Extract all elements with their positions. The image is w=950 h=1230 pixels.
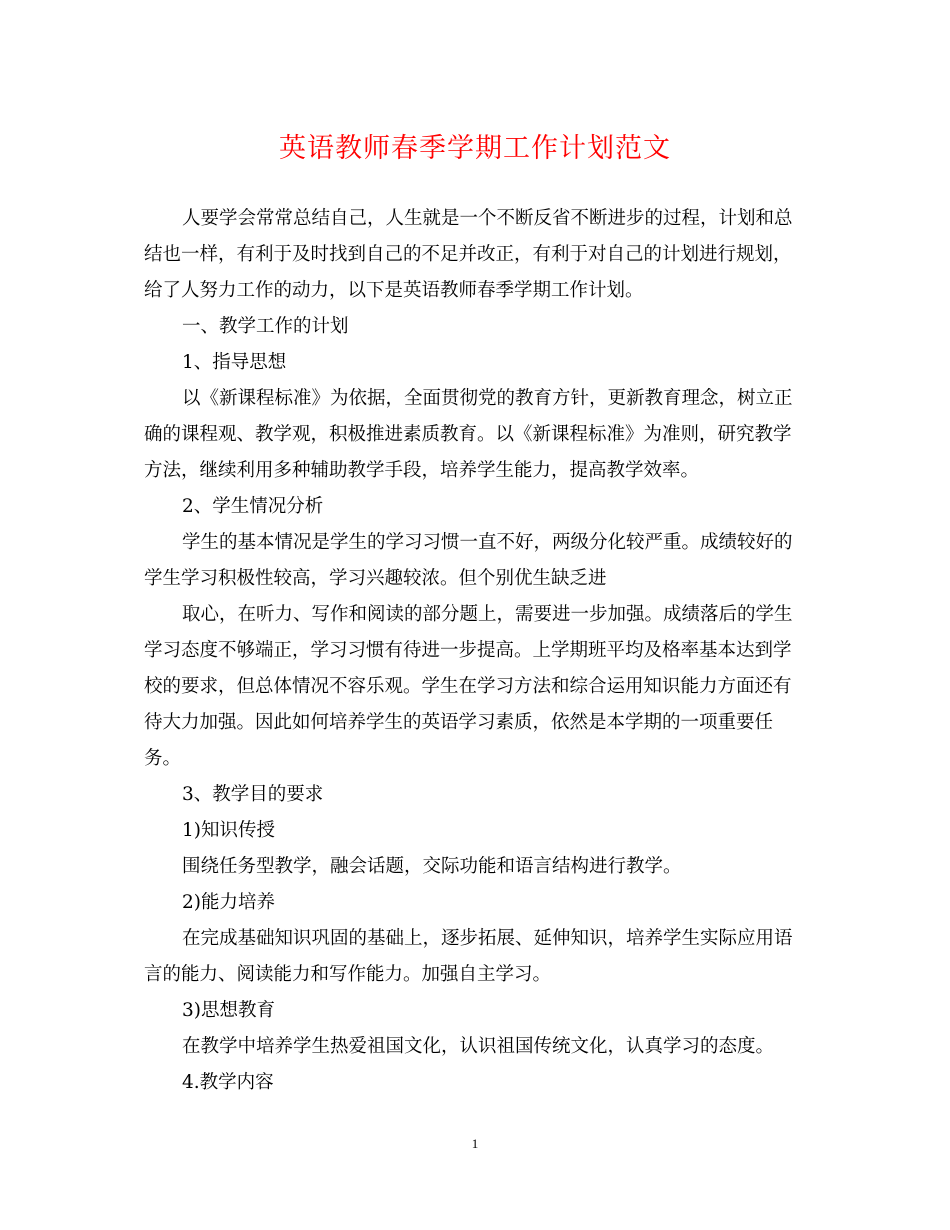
subsection-heading: 1、指导思想 [182, 352, 287, 373]
item-heading: 1)知识传授 [182, 820, 275, 841]
paragraph-line: 取心，在听力、写作和阅读的部分题上，需要进一步加强。成绩落后的学生 [182, 604, 793, 625]
subsection-heading: 4.教学内容 [182, 1072, 274, 1093]
item-heading: 2)能力培养 [182, 892, 275, 913]
item-heading: 3)思想教育 [182, 1000, 275, 1021]
paragraph-line: 待大力加强。因此如何培养学生的英语学习素质，依然是本学期的一项重要任 [144, 712, 774, 733]
paragraph-line: 校的要求，但总体情况不容乐观。学生在学习方法和综合运用知识能力方面还有 [144, 676, 792, 697]
paragraph-line: 学生学习积极性较高，学习兴趣较浓。但个别优生缺乏进 [144, 568, 607, 589]
paragraph-line: 结也一样，有利于及时找到自己的不足并改正，有利于对自己的计划进行规划， [144, 244, 792, 265]
paragraph-line: 在完成基础知识巩固的基础上，逐步拓展、延伸知识，培养学生实际应用语 [182, 928, 793, 949]
paragraph-line: 给了人努力工作的动力，以下是英语教师春季学期工作计划。 [144, 280, 644, 301]
paragraph-line: 学生的基本情况是学生的学习习惯一直不好，两级分化较严重。成绩较好的 [182, 532, 793, 553]
paragraph-line: 学习态度不够端正，学习习惯有待进一步提高。上学期班平均及格率基本达到学 [144, 640, 792, 661]
page-number: 1 [471, 1136, 479, 1151]
paragraph-line: 言的能力、阅读能力和写作能力。加强自主学习。 [144, 964, 552, 985]
paragraph-line: 务。 [144, 748, 182, 769]
section-heading: 一、教学工作的计划 [182, 316, 349, 337]
document-title: 英语教师春季学期工作计划范文 [279, 133, 671, 164]
document-body [144, 201, 810, 1101]
subsection-heading: 3、教学目的要求 [182, 784, 324, 805]
paragraph-line: 在教学中培养学生热爱祖国文化，认识祖国传统文化，认真学习的态度。 [182, 1036, 775, 1057]
paragraph-line: 人要学会常常总结自己，人生就是一个不断反省不断进步的过程，计划和总 [182, 208, 793, 229]
paragraph-line: 以《新课程标准》为依据，全面贯彻党的教育方针，更新教育理念，树立正 [182, 388, 793, 409]
paragraph-line: 确的课程观、教学观，积极推进素质教育。以《新课程标准》为准则，研究教学 [144, 424, 792, 445]
paragraph-line: 方法，继续利用多种辅助教学手段，培养学生能力，提高教学效率。 [144, 460, 700, 481]
subsection-heading: 2、学生情况分析 [182, 496, 324, 517]
paragraph-line: 围绕任务型教学，融会话题，交际功能和语言结构进行教学。 [182, 856, 682, 877]
